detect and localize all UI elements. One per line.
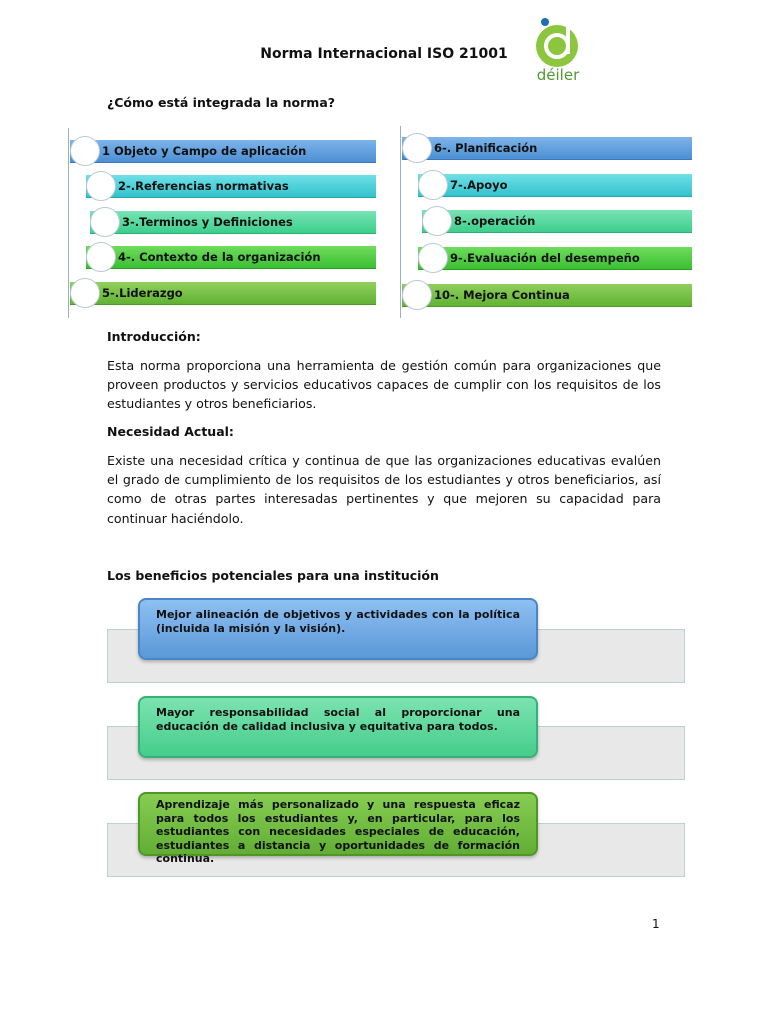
list-item-label: 5-.Liderazgo — [102, 286, 183, 300]
list-item-label: 10-. Mejora Continua — [434, 288, 570, 302]
benefit-card: Mejor alineación de objetivos y actividades con la política (incluida la misión y la visión). — [138, 598, 538, 660]
list-item — [402, 284, 692, 307]
bullet-circle-icon — [70, 136, 100, 166]
bullet-circle-icon — [418, 243, 448, 273]
page-number: 1 — [652, 917, 660, 931]
list-item — [422, 210, 692, 233]
clauses-list-left — [68, 128, 378, 318]
list-item — [402, 137, 692, 160]
list-item-label: 9-.Evaluación del desempeño — [450, 251, 640, 265]
list-item-label: 3-.Terminos y Definiciones — [122, 215, 293, 229]
bullet-circle-icon — [402, 133, 432, 163]
list-item — [70, 140, 376, 163]
need-paragraph: Existe una necesidad crítica y continua de que las organizaciones educativas evalúen el grado de cumplimiento de los requisitos de los estudiantes y otros beneficiarios, así como de otras partes interesadas pertinentes y que mejoren su capacidad para continuar haciéndolo. — [107, 453, 661, 526]
need-heading: Necesidad Actual: — [107, 424, 234, 439]
integration-heading: ¿Cómo está integrada la norma? — [107, 95, 336, 110]
logo-text: déiler — [536, 66, 580, 84]
list-item — [86, 175, 376, 198]
bullet-circle-icon — [70, 278, 100, 308]
list-item-label: 1 Objeto y Campo de aplicación — [102, 144, 307, 158]
logo-mark-icon — [527, 16, 589, 72]
bullet-circle-icon — [86, 242, 116, 272]
list-item — [70, 282, 376, 305]
list-item-label: 4-. Contexto de la organización — [118, 250, 321, 264]
bullet-circle-icon — [90, 207, 120, 237]
bullet-circle-icon — [422, 206, 452, 236]
bullet-circle-icon — [418, 170, 448, 200]
clauses-list-right — [400, 126, 694, 318]
list-item-label: 8-.operación — [454, 214, 536, 228]
introduction-heading: Introducción: — [107, 329, 201, 344]
list-item — [90, 211, 376, 234]
list-item — [418, 174, 692, 197]
list-item-label: 6-. Planificación — [434, 141, 538, 155]
benefit-card: Mayor responsabilidad social al proporcionar una educación de calidad inclusiva y equitativa para todos. — [138, 696, 538, 758]
page-title: Norma Internacional ISO 21001 — [260, 46, 508, 62]
benefit-card: Aprendizaje más personalizado y una respuesta eficaz para todos los estudiantes y, en particular, para los estudiantes con necesidades especiales de educación, estudiantes a distancia y oportunidades de formación continua. — [138, 792, 538, 856]
bullet-circle-icon — [402, 280, 432, 310]
deiler-logo — [527, 16, 589, 92]
list-item — [86, 246, 376, 269]
list-item-label: 2-.Referencias normativas — [118, 179, 289, 193]
introduction-paragraph: Esta norma proporciona una herramienta de gestión común para organizaciones que proveen productos y servicios educativos capaces de cumplir con los requisitos de los estudiantes y otros beneficiarios. — [107, 358, 661, 412]
benefits-heading: Los beneficios potenciales para una institución — [107, 568, 439, 583]
list-item-label: 7-.Apoyo — [450, 178, 508, 192]
bullet-circle-icon — [86, 171, 116, 201]
list-item — [418, 247, 692, 270]
